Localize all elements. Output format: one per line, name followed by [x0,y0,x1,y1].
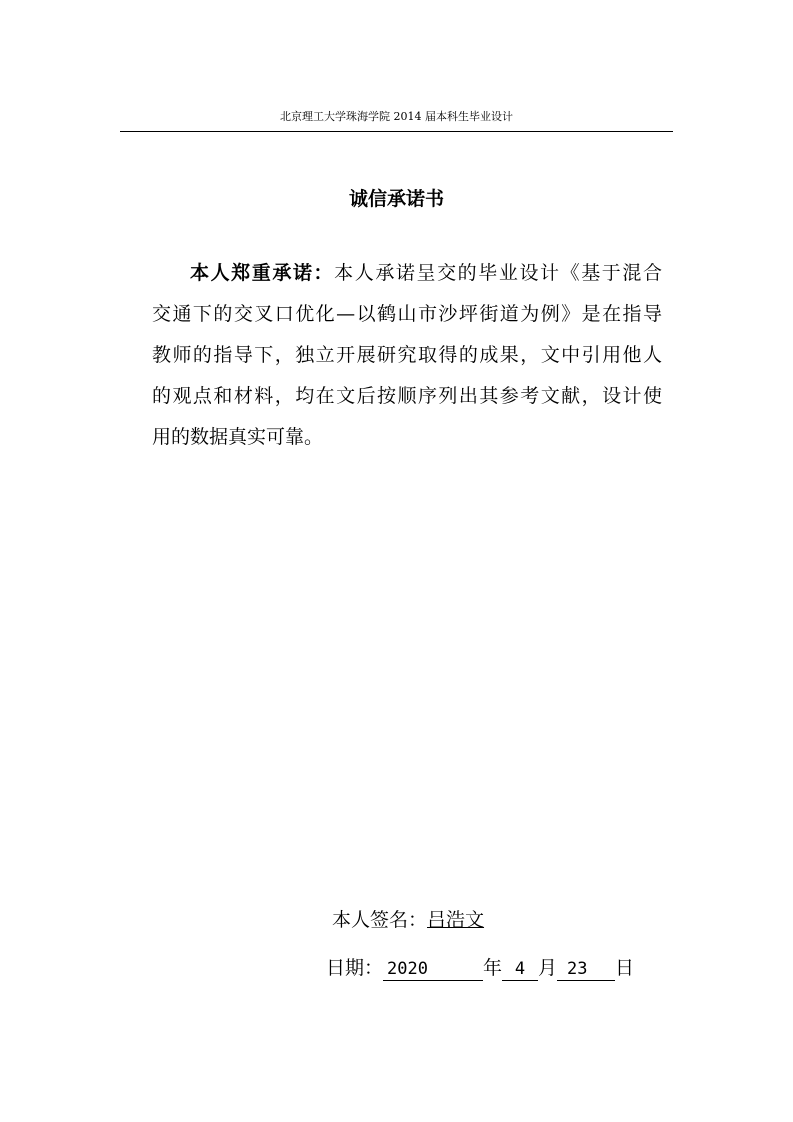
paragraph-line-4: 的观点和材料，均在文后按顺序列出其参考文献，设计使 [152,385,662,407]
date-year-unit: 年 [483,957,503,979]
paragraph-line-5: 用的数据真实可靠。 [152,426,324,448]
date-year: 2020 [383,958,483,981]
date-label: 日期： [326,957,384,979]
header-rule [120,131,673,132]
commitment-paragraph [152,253,662,458]
signature-label: 本人签名： [332,909,428,931]
paragraph-line-1-text: 本人承诺呈交的毕业设计《基于混合 [334,262,662,284]
date-block [326,954,634,982]
document-title: 诚信承诺书 [348,188,444,210]
date-day-unit: 日 [615,957,635,979]
paragraph-line-1 [152,253,662,294]
commitment-lead: 本人郑重承诺： [190,262,335,284]
paragraph-line-3: 教师的指导下，独立开展研究取得的成果，文中引用他人 [152,344,662,366]
signature-block [332,906,484,934]
date-day: 23 [557,958,615,981]
signature-value: 吕浩文 [427,909,485,931]
date-month-unit: 月 [538,957,558,979]
paragraph-line-2: 交通下的交叉口优化—以鹤山市沙坪街道为例》是在指导 [152,303,662,325]
page-header: 北京理工大学珠海学院 2014 届本科生毕业设计 [280,110,513,123]
date-month: 4 [502,958,538,981]
